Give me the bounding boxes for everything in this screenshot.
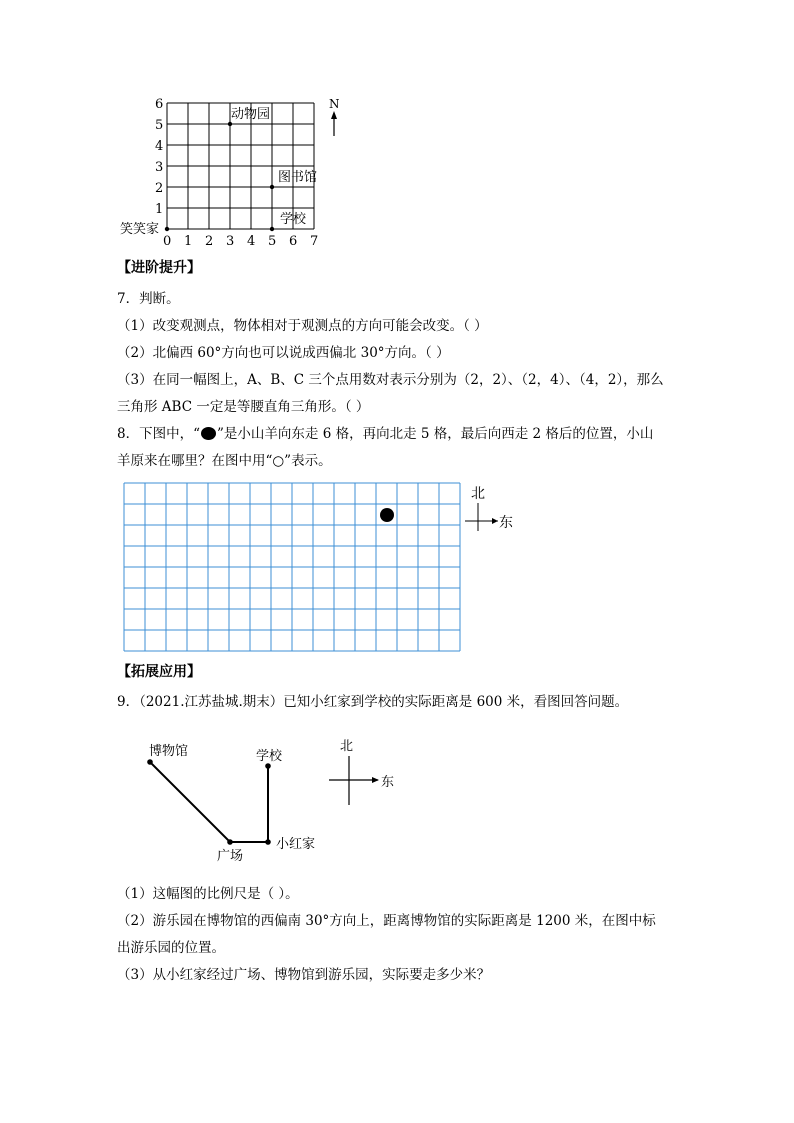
q7-item3-line1: （3）在同一幅图上，A、B、C 三个点用数对表示分别为（2，2）、（2，4）、（4，2），那么: [117, 372, 664, 388]
x-tick-label: 6: [289, 234, 298, 249]
home-point: [165, 227, 169, 231]
filled-circle-icon: [201, 427, 216, 440]
q8-line2: 羊原来在哪里？在图中用“○”表示。: [117, 453, 332, 469]
y-tick-label: 4: [155, 139, 164, 154]
y-tick-label: 3: [155, 160, 164, 175]
zoo-label: 动物园: [231, 107, 271, 122]
q7-item3-line2: 三角形 ABC 一定是等腰直角三角形。（ ）: [117, 399, 370, 415]
school-point: [270, 227, 274, 231]
home-point-q9: [265, 839, 271, 845]
q9-sub2-line2: 出游乐园的位置。: [117, 940, 225, 956]
route-path: [150, 762, 268, 842]
y-tick-label: 2: [155, 181, 164, 196]
q7-title: 7．判断。: [117, 291, 180, 307]
library-point: [270, 185, 274, 189]
north-label: N: [329, 97, 340, 111]
q8-line1-post: ”是小山羊向东走 6 格，再向北走 5 格，最后向西走 2 格后的位置，小山: [217, 426, 654, 442]
q7-item2: （2）北偏西 60°方向也可以说成西偏北 30°方向。（ ）: [117, 345, 450, 361]
square-point: [227, 839, 233, 845]
home-label-q9: 小红家: [276, 837, 316, 852]
q7-item1: （1）改变观测点，物体相对于观测点的方向可能会改变。（ ）: [117, 318, 488, 334]
goat-grid-figure: [120, 478, 530, 656]
q9-sub1: （1）这幅图的比例尺是（ ）。: [117, 886, 299, 902]
compass-icon: [465, 503, 498, 531]
q8-line1: [117, 425, 653, 443]
y-axis-ticks: [155, 97, 163, 217]
zoo-point: [228, 122, 232, 126]
q9-north-label: 北: [340, 739, 354, 754]
q9-intro: 9．（2021.江苏盐城.期末）已知小红家到学校的实际距离是 600 米，看图回答问题。: [117, 694, 629, 710]
school-point-q9: [265, 763, 271, 769]
y-tick-label: 6: [155, 97, 164, 112]
x-axis-ticks: [163, 234, 318, 249]
museum-label: 博物馆: [149, 744, 189, 759]
x-tick-label: 5: [268, 234, 277, 249]
x-tick-label: 3: [226, 234, 235, 249]
y-tick-label: 5: [155, 118, 164, 133]
q8-north-label: 北: [471, 486, 485, 502]
route-map-figure: [130, 732, 410, 864]
q8-line1-pre: 8．下图中，“: [117, 426, 200, 442]
q8-east-label: 东: [499, 515, 513, 531]
section-extend-heading: 【拓展应用】: [117, 664, 201, 680]
home-label: 笑笑家: [120, 222, 160, 237]
x-tick-label: 2: [205, 234, 214, 249]
x-tick-label: 4: [247, 234, 256, 249]
square-label: 广场: [217, 849, 244, 864]
q9-sub3: （3）从小红家经过广场、博物馆到游乐园，实际要走多少米？: [117, 967, 491, 983]
x-tick-label: 1: [184, 234, 193, 249]
blue-grid: [124, 483, 460, 651]
x-tick-label: 7: [310, 234, 319, 249]
q9-sub2-line1: （2）游乐园在博物馆的西偏南 30°方向上，距离博物馆的实际距离是 1200 米，在图中标: [117, 913, 656, 929]
goat-position-dot: [380, 508, 394, 522]
x-tick-label: 0: [163, 234, 172, 249]
school-label-q9: 学校: [256, 749, 283, 764]
school-label: 学校: [280, 212, 307, 227]
library-label: 图书馆: [278, 170, 318, 185]
compass-icon: [329, 756, 379, 805]
section-advanced-heading: 【进阶提升】: [117, 260, 201, 276]
coordinate-map-figure: [110, 92, 360, 252]
north-arrow-icon: [331, 111, 337, 136]
y-tick-label: 1: [155, 202, 164, 217]
q9-east-label: 东: [381, 775, 395, 790]
museum-point: [147, 759, 153, 765]
